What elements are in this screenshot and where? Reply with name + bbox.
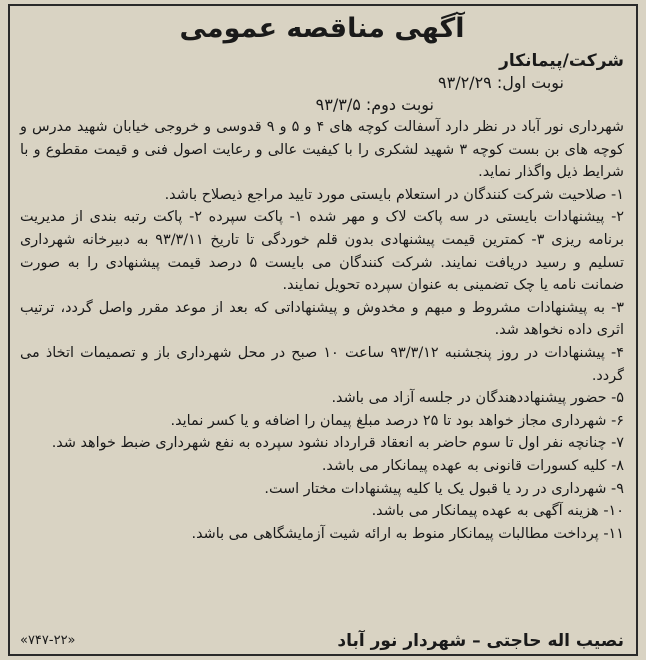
notice-intro: شهرداری نور آباد در نظر دارد آسفالت کوچه های ۴ و ۵ و ۹ قدوسی و خروجی خیابان شهید مدرس و کوچه های بن بست کوچه ۳ شهید لشکری را با کیفیت عالی و رعایت اصول فنی و قیمت مقطوع و با شرایط ذیل واگذار نماید.: [20, 119, 624, 181]
condition-item: ۴- پیشنهادات در روز پنجشنبه ۹۳/۳/۱۲ ساعت ۱۰ صبح در محل شهرداری باز و تصمیمات اتخاذ می گردد.: [20, 344, 624, 384]
notice-title: آگهی مناقصه عمومی: [179, 13, 465, 44]
condition-item: ۳- به پیشنهادات مشروط و مبهم و مخدوش و پیشنهاداتی که بعد از موعد مقرر واصل گردد، ترتیب اثری داده نخواهد شد.: [20, 299, 624, 339]
first-round: نوبت اول: ۹۳/۲/۲۹: [438, 73, 564, 92]
condition-item: ۵- حضور پیشنهاددهندگان در جلسه آزاد می باشد.: [331, 390, 624, 407]
conditions-list: [20, 184, 624, 546]
condition-item: ۱۰- هزینه آگهی به عهده پیمانکار می باشد.: [371, 503, 624, 520]
condition-item: ۷- چنانچه نفر اول تا سوم حاضر به انعقاد قرارداد نشود سپرده به نفع شهرداری ضبط خواهد شد.: [51, 435, 624, 452]
second-round: نوبت دوم: ۹۳/۳/۵: [315, 95, 434, 114]
condition-item: ۸- کلیه کسورات قانونی به عهده پیمانکار می باشد.: [321, 457, 624, 474]
ad-code: «۷۴۷-۲۲»: [20, 633, 76, 648]
condition-item: ۶- شهرداری مجاز خواهد بود تا ۲۵ درصد مبلغ پیمان را اضافه و یا کسر نماید.: [170, 412, 624, 429]
condition-item: ۲- پیشنهادات بایستی در سه پاکت لاک و مهر شده ۱- پاکت سپرده ۲- پاکت رتبه بندی از مدیریت برنامه ریزی ۳- کمترین قیمت پیشنهادی بدون قلم خوردگی تا تاریخ ۹۳/۳/۱۱ به دبیرخانه شهرداری تسلیم و رسید دریافت نمایند. شرکت کنندگان می بایست ۵ درصد قیمت پیشنهادی را به صورت ضمانت نامه یا چک تضمینی به عنوان سپرده تحویل نمایند.: [20, 209, 625, 294]
condition-item: ۱۱- پرداخت مطالبات پیمانکار منوط به ارائه شیت آزمایشگاهی می باشد.: [191, 525, 624, 542]
condition-item: ۱- صلاحیت شرکت کنندگان در استعلام بایستی مورد تایید مراجع ذیصلاح باشد.: [164, 186, 624, 203]
company-label: شرکت/پیمانکار: [499, 51, 624, 71]
publication-rounds: [20, 72, 624, 116]
tender-notice: [8, 4, 638, 656]
signature: نصیب اله حاجتی – شهردار نور آباد: [337, 631, 624, 651]
condition-item: ۹- شهرداری در رد یا قبول یک یا کلیه پیشنهادات مختار است.: [264, 480, 624, 497]
